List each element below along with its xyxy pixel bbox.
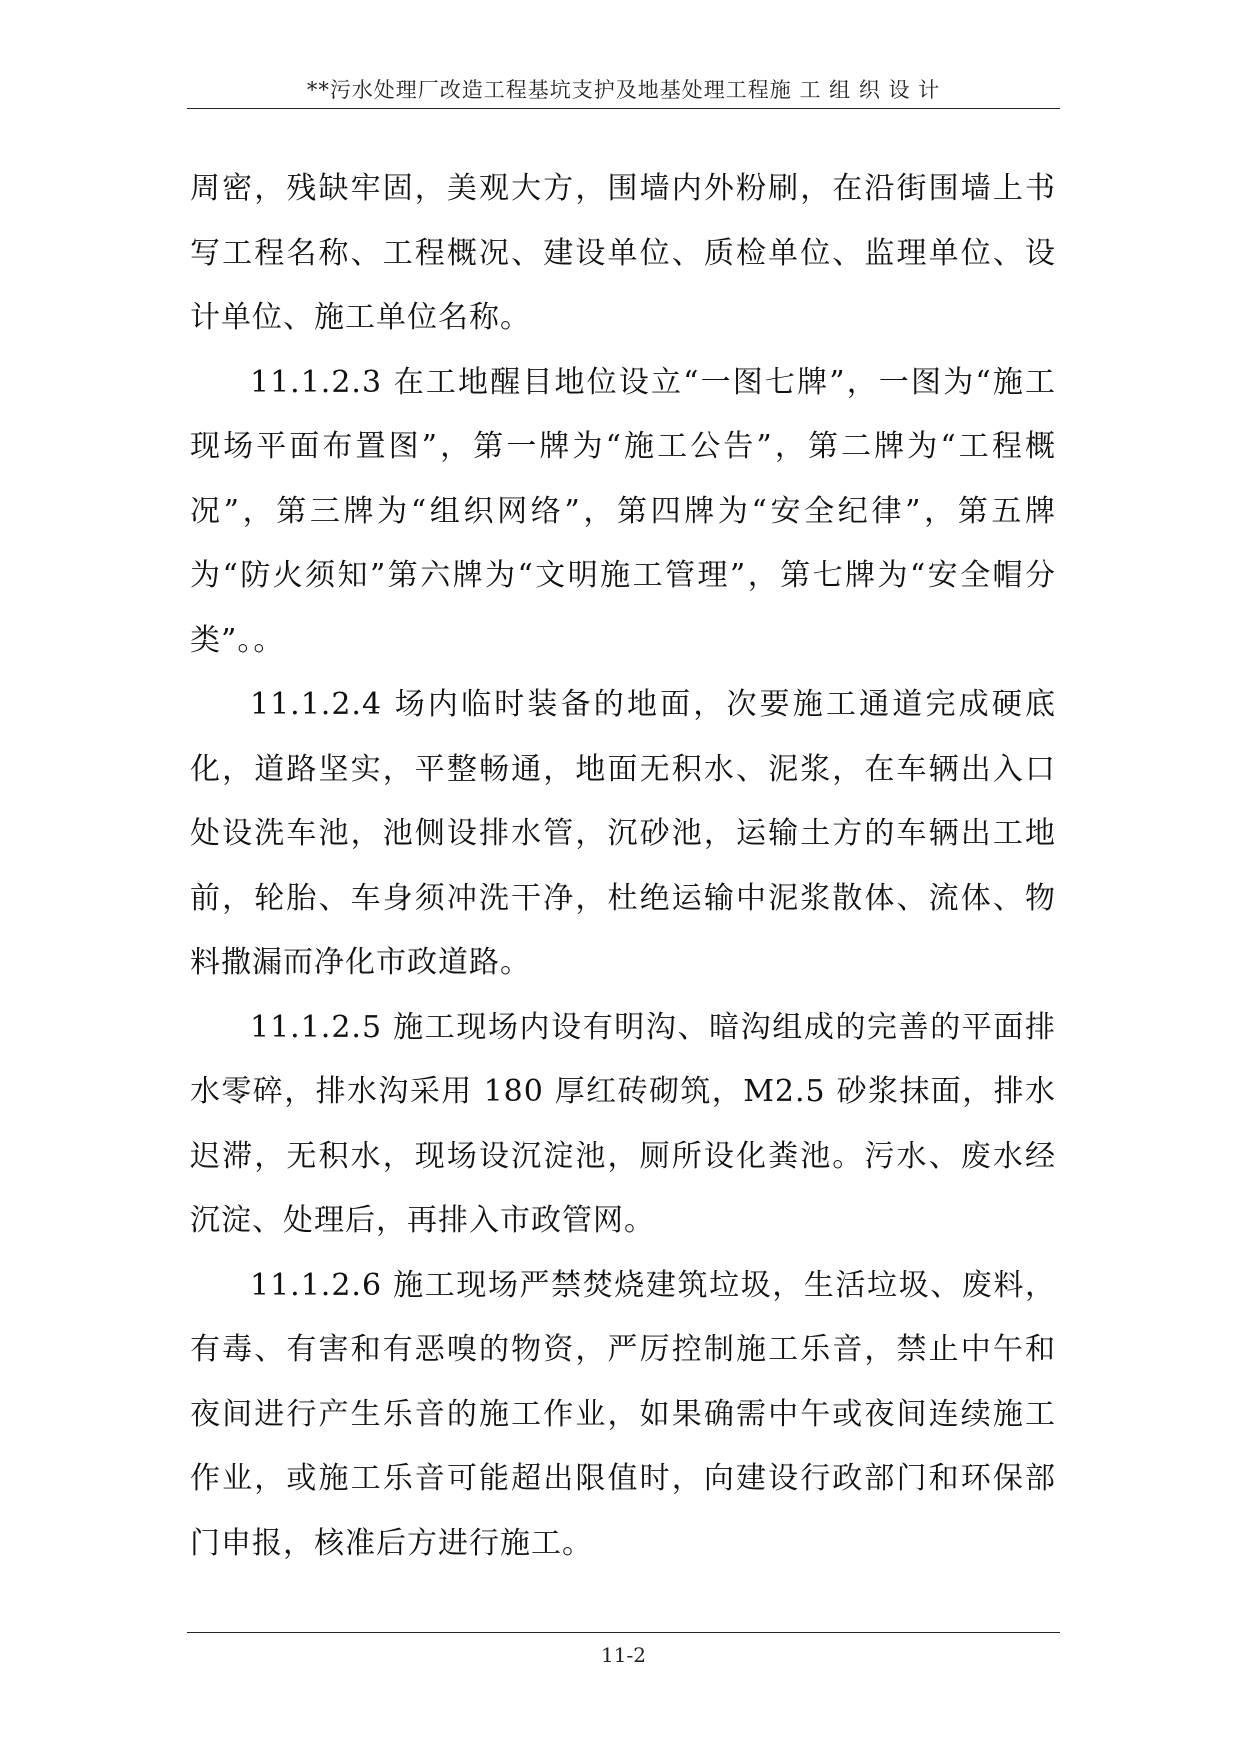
paragraph-11-1-2-6: 11.1.2.6 施工现场严禁焚烧建筑垃圾，生活垃圾、废料，有毒、有害和有恶嗅的物资，严厉控制施工乐音，禁止中午和夜间进行产生乐音的施工作业，如果确需中午或夜间连续施工作业，或施工乐音可能超出限值时，向建设行政部门和环保部门申报，核准后方进行施工。 (190, 1267, 1056, 1561)
footer-divider (187, 1632, 1060, 1633)
paragraph-continuation: 周密，残缺牢固，美观大方，围墙内外粉刷，在沿街围墙上书写工程名称、工程概况、建设单位、质检单位、监理单位、设计单位、施工单位名称。 (190, 171, 1056, 335)
page-number: 11-2 (601, 1643, 646, 1667)
paragraph-11-1-2-4: 11.1.2.4 场内临时装备的地面，次要施工通道完成硬底化，道路坚实，平整畅通，地面无积水、泥浆，在车辆出入口处设洗车池，池侧设排水管，沉砂池，运输土方的车辆出工地前，轮胎、车身须冲洗干净，杜绝运输中泥浆散体、流体、物料撒漏而净化市政道路。 (190, 687, 1056, 980)
page-header: **污水处理厂改造工程基坑支护及地基处理工程施 工 组 织 设 计 (306, 78, 941, 102)
document-body (190, 157, 1056, 1576)
header-divider (187, 108, 1060, 109)
paragraph-11-1-2-3: 11.1.2.3 在工地醒目地位设立“一图七牌”，一图为“施工现场平面布置图”，第一牌为“施工公告”，第二牌为“工程概况”，第三牌为“组织网络”，第四牌为“安全纪律”，第五牌为“防火须知”第六牌为“文明施工管理”，第七牌为“安全帽分类”。。 (190, 364, 1056, 658)
paragraph-11-1-2-5: 11.1.2.5 施工现场内设有明沟、暗沟组成的完善的平面排水零碎，排水沟采用 180 厚红砖砌筑，M2.5 砂浆抹面，排水迟滞，无积水，现场设沉淀池，厕所设化粪池。污水、废水经沉淀、处理后，再排入市政管网。 (190, 1009, 1056, 1238)
